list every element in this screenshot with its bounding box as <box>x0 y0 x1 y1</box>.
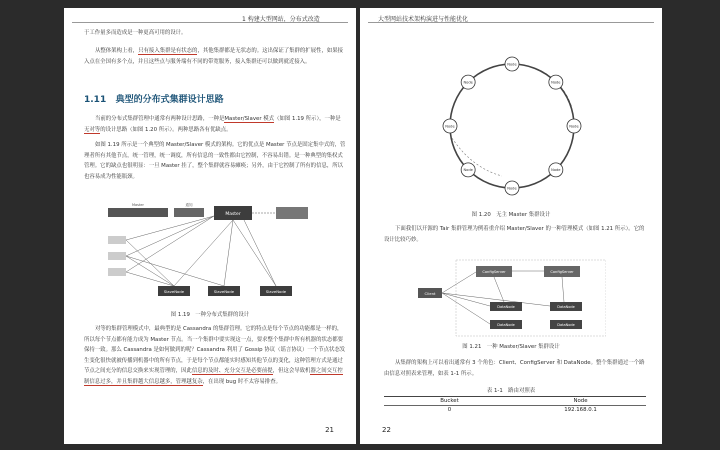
data-node-4-label: DataNode <box>557 323 575 327</box>
data-node-1-label: DataNode <box>497 305 515 309</box>
fig119-connectors <box>126 216 276 286</box>
right-header-rule <box>368 22 654 23</box>
fig119-label-1: Master <box>132 203 144 207</box>
section-heading <box>84 92 224 105</box>
figure-1-19 <box>104 202 314 308</box>
node-a <box>108 236 126 244</box>
figure-1-21-caption: 图 1.21 一种 Master/Slaver 集群设计 <box>462 344 560 350</box>
paragraph-3: 如图 1.19 所示是一个典型的 Master/Slaver 模式的架构。它的优点是 Master 节点是固定集中式的，管理者所有其他节点，统一管理，统一调度，所有信息的一致性都由它控制，不容易出错。是一种典型的集权式管理。它的缺点也很明显：一旦 Master 挂了，整个集群就容易瘫痪；另外，由于它控制了所有的信息，所以也容易成为性能瓶颈。 <box>84 142 346 180</box>
slave-node-3-label: SlaveNode <box>265 289 287 294</box>
ring-node-label: Node <box>445 124 455 129</box>
p4-text-c: ，在出现 bug 时不太容易排查。 <box>202 378 281 385</box>
p4-text-a: 对等的集群管理模式中，最典型的是 Cassandra 的集群管理。它的特点是每个节点的功能都是一样的，所以每个节点都有能力成为 Master 节点。当一个集群中要实现这一点，要求整个集群中所有机器的状态都要保持一致。那么 Cassandra 是如何做到的呢？Cassandra 利用了 Gossip 协议（谣言协议）一个节点状态发生变化很快就被传播到机器中的所有节点，于是每个节点都能实时感知其他节点的变化，这种管理方式是通过节点之间充分的信息交换来实现管理的，因此 <box>84 326 346 375</box>
fig119-label-2: 通知 <box>185 203 193 207</box>
paragraph-5: 下面我们以开源的 Tair 集群管理为例着重介绍 Master/Slaver 的一种管理模式（如图 1.21 所示）。它的设计比较巧妙。 <box>384 226 645 243</box>
p2-underline-1: Master/Slaver 模式 <box>224 116 275 122</box>
table-header-bucket: Bucket <box>384 397 515 406</box>
slave-node-1-label: SlaveNode <box>163 289 185 294</box>
paragraph-1 <box>84 46 346 67</box>
table-1-1-caption: 表 1-1 路由对照表 <box>486 388 536 394</box>
table-row <box>384 406 646 415</box>
ring-arc-inner <box>452 138 502 176</box>
intro-line: 于工作量多而造成是一种更高可用的设计。 <box>84 30 187 36</box>
top-left-box <box>108 208 168 217</box>
routing-table <box>384 396 646 414</box>
table-header-node: Node <box>515 397 646 406</box>
p2-text-b: （如图 1.19 所示），一种是 <box>274 116 341 122</box>
ring-node-label: Node <box>507 62 517 67</box>
table-cell-bucket: 0 <box>447 407 452 413</box>
data-node-3-label: DataNode <box>497 323 515 327</box>
ring-node-label: Node <box>463 80 473 85</box>
right-running-header: 大型网站技术架构演进与性能优化 <box>378 16 469 23</box>
ring-node-label: Node <box>569 124 579 129</box>
table-header-row <box>384 397 646 406</box>
p2-text-a: 当前的分布式集群管理中通常有两种设计思路，一种是 <box>95 116 225 122</box>
left-running-header: 1 构建大型网站，分布式改造 <box>242 16 320 23</box>
ring-node-label: Node <box>463 168 473 173</box>
p4-text-b: ，但这会导致机 <box>272 368 311 375</box>
node-c <box>108 268 126 276</box>
ring-node-label: Node <box>551 168 561 173</box>
top-mid-box <box>174 208 204 217</box>
left-page <box>64 8 356 444</box>
p2-text-c: 的设计思路（如图 1.20 所示）。两种思路各有优缺点。 <box>100 126 232 133</box>
data-node-2-label: DataNode <box>557 305 575 309</box>
config-server-1-label: ConfigServer <box>482 270 506 274</box>
p1-text-a: 从整体架构上看， <box>95 48 139 54</box>
figure-1-20 <box>422 38 602 208</box>
paragraph-2 <box>84 114 346 135</box>
right-page <box>360 8 662 444</box>
left-header-rule <box>72 22 348 23</box>
ring-nodes <box>443 57 581 195</box>
p1-underline: 只有接入集群是有状态的 <box>138 48 198 54</box>
p4-underline-1: 信息的及时、充分交互是必要前提 <box>191 368 273 375</box>
client-label: Client <box>424 291 436 296</box>
ring-node-label: Node <box>507 186 517 191</box>
figure-1-20-caption: 图 1.20 无主 Master 集群设计 <box>471 212 551 218</box>
fig121-connectors <box>442 271 564 324</box>
p4-underline-2: 器之间交互控制信息过多，并且集群越大信息越多，管理越复杂 <box>84 368 343 385</box>
paragraph-6: 从集群的架构上可以看出通常有 3 个角色：Client、ConfigServer 和 DataNode。整个集群通过一个路由信息对照表来管理，如表 1-1 所示。 <box>384 360 645 377</box>
figure-1-19-caption: 图 1.19 一种分布式集群的设计 <box>170 312 250 318</box>
p1-text-b: ，其他集群都是无状态的。这出保证了集群的扩展性，如果接入点在全国有多个点，并且这些点与服务端有不同的带宽服务，接入集群还可以做到就近接入。 <box>84 48 344 65</box>
p2-underline-2: 无对等 <box>84 126 101 133</box>
ring-arc-dashed <box>512 64 572 108</box>
ring-node-label: Node <box>551 80 561 85</box>
master-label: Master <box>225 212 241 217</box>
slave-node-2-label: SlaveNode <box>213 289 235 294</box>
config-server-2-label: ConfigServer <box>550 270 574 274</box>
node-b <box>108 252 126 260</box>
right-page-number: 22 <box>382 426 391 434</box>
table-cell-node: 192.168.0.1 <box>564 407 597 413</box>
right-box <box>276 207 308 219</box>
section-title: 典型的分布式集群设计思路 <box>115 95 224 105</box>
section-number: 1.11 <box>84 95 107 105</box>
paragraph-4 <box>84 324 346 388</box>
left-page-number: 21 <box>325 426 334 434</box>
figure-1-21 <box>416 258 606 338</box>
